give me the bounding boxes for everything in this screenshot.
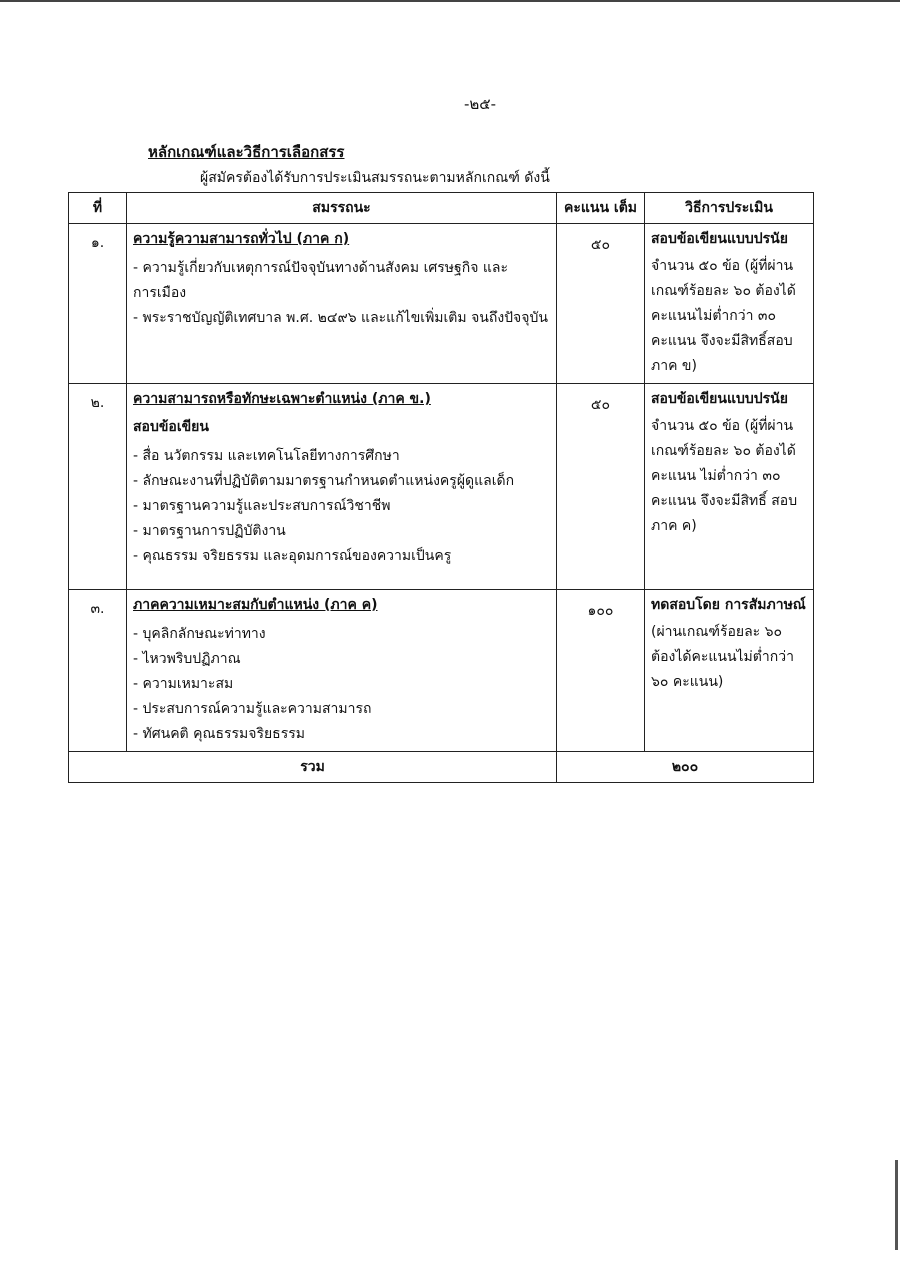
competency-item: - พระราชบัญญัติเทศบาล พ.ศ. ๒๔๙๖ และแก้ไขเพิ่มเติม จนถึงปัจจุบัน xyxy=(133,310,548,326)
top-edge-rule xyxy=(0,0,900,2)
page-number: -๒๕- xyxy=(463,95,497,113)
competency-cell xyxy=(127,384,557,590)
table-row xyxy=(69,224,814,384)
competency-item: - สื่อ นวัตกรรม และเทคโนโลยีทางการศึกษา xyxy=(133,448,400,464)
table-row xyxy=(69,384,814,590)
method-cell xyxy=(645,224,814,384)
competency-item: - คุณธรรม จริยธรรม และอุดมการณ์ของความเป็นครู xyxy=(133,548,452,564)
score-cell: ๕๐ xyxy=(557,224,645,384)
competency-item: - ลักษณะงานที่ปฏิบัติตามมาตรฐานกำหนดตำแหน่งครูผู้ดูแลเด็ก xyxy=(133,473,515,489)
competency-title: ความรู้ความสามารถทั่วไป (ภาค ก) xyxy=(133,231,350,247)
table-row xyxy=(69,590,814,752)
method-title: สอบข้อเขียนแบบปรนัย xyxy=(651,231,788,247)
scan-edge-mark xyxy=(895,1160,898,1250)
competency-item: - ประสบการณ์ความรู้และความสามารถ xyxy=(133,701,372,717)
competency-item: - บุคลิกลักษณะท่าทาง xyxy=(133,626,266,642)
method-title: สอบข้อเขียนแบบปรนัย xyxy=(651,391,788,407)
total-row xyxy=(69,752,814,783)
method-title: ทดสอบโดย การสัมภาษณ์ xyxy=(651,597,806,613)
intro-text: ผู้สมัครต้องได้รับการประเมินสมรรถนะตามหลักเกณฑ์ ดังนี้ xyxy=(200,170,550,186)
header-number: ที่ xyxy=(69,193,127,224)
table-header-row xyxy=(69,193,814,224)
section-heading: หลักเกณฑ์และวิธีการเลือกสรร xyxy=(148,143,345,161)
method-cell xyxy=(645,384,814,590)
header-method: วิธีการประเมิน xyxy=(645,193,814,224)
competency-item: - ทัศนคติ คุณธรรมจริยธรรม xyxy=(133,726,305,742)
competency-cell xyxy=(127,590,557,752)
score-cell: ๕๐ xyxy=(557,384,645,590)
header-score: คะแนน เต็ม xyxy=(557,193,645,224)
competency-title: ภาคความเหมาะสมกับตำแหน่ง (ภาค ค) xyxy=(133,597,378,613)
competency-item: - ความเหมาะสม xyxy=(133,676,234,692)
competency-subheading: สอบข้อเขียน xyxy=(133,419,209,435)
competency-item: - ไหวพริบปฏิภาณ xyxy=(133,651,241,667)
method-text: (ผ่านเกณฑ์ร้อยละ ๖๐ ต้องได้คะแนนไม่ต่ำกว่า ๖๐ คะแนน) xyxy=(651,624,794,690)
method-cell xyxy=(645,590,814,752)
criteria-table xyxy=(68,192,814,783)
competency-item: - ความรู้เกี่ยวกับเหตุการณ์ปัจจุบันทางด้านสังคม เศรษฐกิจ และการเมือง xyxy=(133,260,508,301)
competency-title: ความสามารถหรือทักษะเฉพาะตำแหน่ง (ภาค ข.) xyxy=(133,391,431,407)
method-text: จำนวน ๕๐ ข้อ (ผู้ที่ผ่านเกณฑ์ร้อยละ ๖๐ ต้องได้คะแนนไม่ต่ำกว่า ๓๐ คะแนน จึงจะมีสิทธิ์สอบ ภาค ข) xyxy=(651,258,796,374)
total-label: รวม xyxy=(69,752,557,783)
row-number: ๑. xyxy=(69,224,127,384)
row-number: ๓. xyxy=(69,590,127,752)
row-number: ๒. xyxy=(69,384,127,590)
method-text: จำนวน ๕๐ ข้อ (ผู้ที่ผ่านเกณฑ์ร้อยละ ๖๐ ต้องได้คะแนน ไม่ต่ำกว่า ๓๐ คะแนน จึงจะมีสิทธิ์ สอบ ภาค ค) xyxy=(651,418,798,534)
score-cell: ๑๐๐ xyxy=(557,590,645,752)
competency-cell xyxy=(127,224,557,384)
total-value: ๒๐๐ xyxy=(557,752,814,783)
competency-item: - มาตรฐานการปฏิบัติงาน xyxy=(133,523,286,539)
competency-item: - มาตรฐานความรู้และประสบการณ์วิชาชีพ xyxy=(133,498,391,514)
header-competency: สมรรถนะ xyxy=(127,193,557,224)
